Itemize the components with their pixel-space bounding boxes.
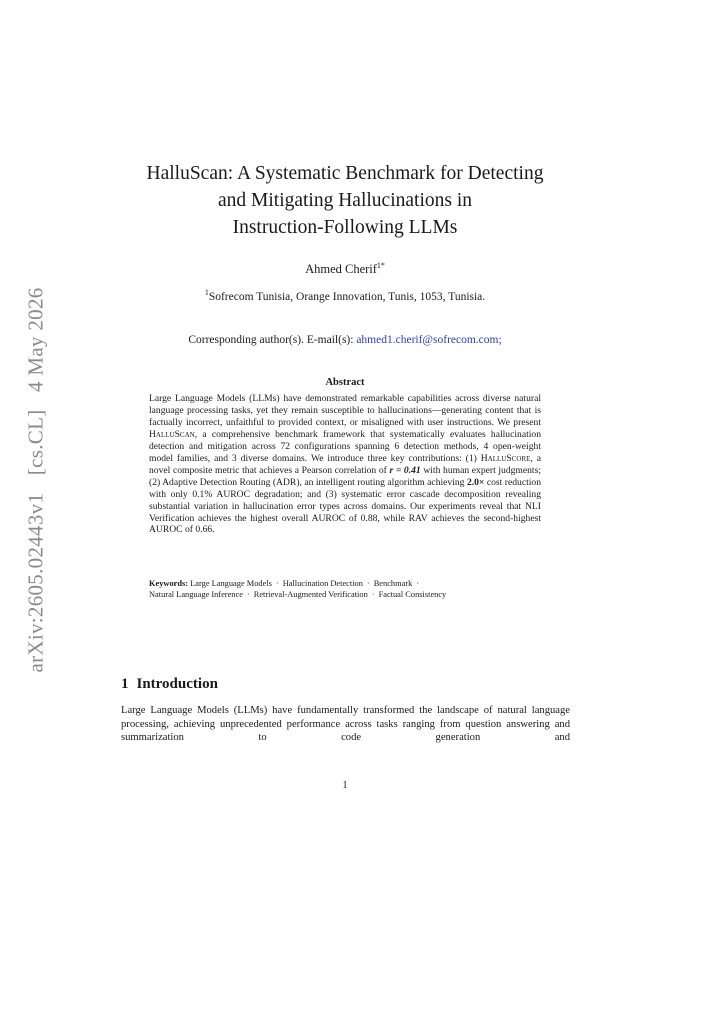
author-line bbox=[110, 261, 580, 277]
author-mark: 1* bbox=[376, 261, 385, 270]
section-number: 1 bbox=[121, 676, 129, 692]
metric-name: HalluScore bbox=[480, 452, 531, 464]
benchmark-name: HalluScan bbox=[149, 428, 195, 440]
author-name: Ahmed Cherif bbox=[305, 262, 377, 277]
keyword: Benchmark bbox=[373, 579, 413, 588]
corresponding-label: Corresponding author(s). E-mail(s): bbox=[188, 334, 354, 346]
title-line: and Mitigating Hallucinations in bbox=[217, 190, 472, 211]
affiliation-line bbox=[110, 288, 580, 303]
pearson-r-value: r = 0.41 bbox=[389, 464, 421, 476]
page-number: 1 bbox=[342, 780, 348, 791]
arxiv-date: 4 May 2026 bbox=[23, 287, 48, 392]
arxiv-stamp bbox=[24, 281, 49, 678]
abstract-part: cost reduction with only 0.1% AUROC degradation; and (3) systematic error cascade decomposition revealing substantial variation in hallucination error types across domains. Our experiments reveal that NLI Verification achieves the highest overall AUROC of 0.88, while RAV achieves the second-highest AUROC of 0.66. bbox=[149, 476, 542, 536]
arxiv-id: arXiv:2605.02443v1 bbox=[23, 492, 48, 673]
keyword-separator: · bbox=[366, 579, 370, 588]
corresponding-author bbox=[110, 334, 580, 346]
email-link[interactable]: ahmed1.cherif@sofrecom.com; bbox=[356, 334, 502, 346]
keyword: Factual Consistency bbox=[378, 590, 447, 599]
keyword: Hallucination Detection bbox=[282, 579, 363, 588]
keyword-separator: · bbox=[416, 579, 420, 588]
affiliation-mark: 1 bbox=[204, 288, 209, 297]
section-heading-introduction bbox=[121, 676, 581, 693]
title-line: Instruction-Following LLMs bbox=[232, 217, 458, 238]
abstract-part: with human expert judgments; (2) Adaptive Detection Routing (ADR), an intelligent routing algorithm achieving bbox=[149, 464, 541, 488]
abstract-part: Large Language Models (LLMs) have demonstrated remarkable capabilities across diverse natural language processing tasks, yet they remain susceptible to hallucinations—generating content that is factually incorrect, unfaithful to provided context, or misaligned with user instructions. We present bbox=[149, 393, 541, 428]
keywords-label: Keywords: bbox=[149, 579, 189, 588]
abstract-text bbox=[149, 393, 541, 536]
section-title: Introduction bbox=[136, 676, 218, 692]
abstract-heading: Abstract bbox=[325, 377, 365, 388]
keyword-separator: · bbox=[275, 579, 279, 588]
keyword-separator: · bbox=[246, 590, 250, 599]
keyword: Retrieval-Augmented Verification bbox=[253, 590, 368, 599]
keywords bbox=[149, 578, 541, 600]
arxiv-category: [cs.CL] bbox=[23, 409, 48, 476]
abstract-part: , a comprehensive benchmark framework that systematically evaluates hallucination detection and mitigation across 72 configurations spanning 6 detection methods, 4 open-weight model families, and 3 diverse domains. We introduce three key contributions: (1) bbox=[149, 428, 541, 464]
keyword: Natural Language Inference bbox=[149, 590, 243, 599]
keyword: Large Language Models bbox=[190, 579, 272, 588]
affiliation: Sofrecom Tunisia, Orange Innovation, Tunis, 1053, Tunisia. bbox=[208, 290, 486, 303]
keyword-separator: · bbox=[371, 590, 375, 599]
cost-reduction-value: 2.0× bbox=[466, 476, 485, 488]
paper-title bbox=[110, 160, 580, 241]
abstract-part: , a novel composite metric that achieves a Pearson correlation of bbox=[149, 452, 541, 476]
introduction-text: Large Language Models (LLMs) have fundamentally transformed the landscape of natural language processing, achieving unprecedented performance across tasks ranging from question answering and summarization to code generation and bbox=[121, 705, 570, 744]
title-line: HalluScan: A Systematic Benchmark for Detecting bbox=[146, 163, 544, 184]
